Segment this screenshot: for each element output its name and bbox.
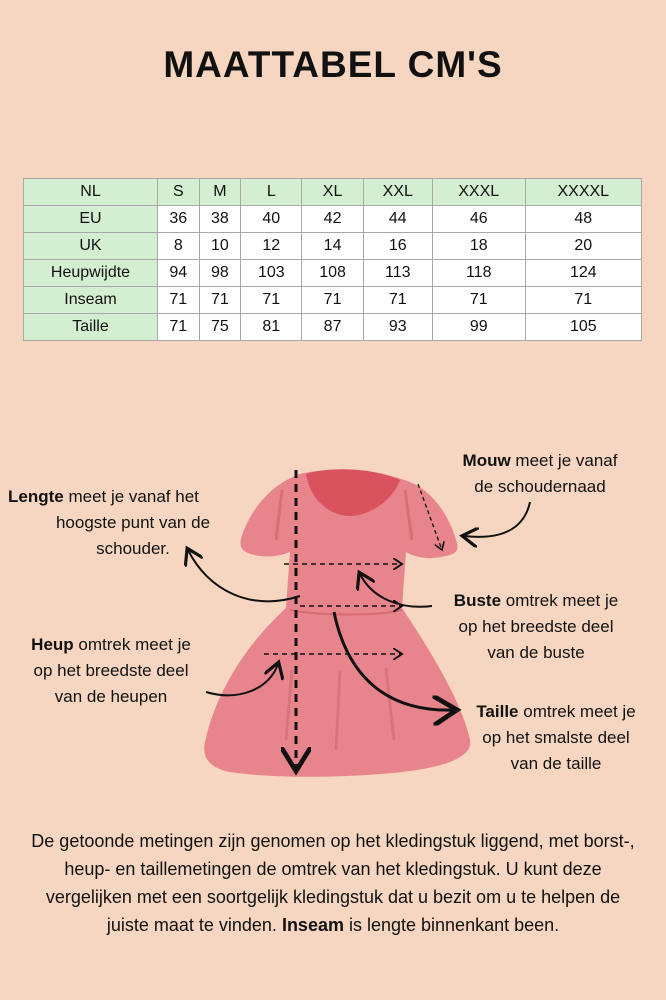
table-cell: 93 bbox=[363, 314, 432, 341]
table-cell: 46 bbox=[432, 206, 525, 233]
size-table bbox=[23, 178, 642, 341]
note-buste: Buste omtrek meet je op het breedste deel van de buste bbox=[453, 591, 619, 662]
table-cell: 71 bbox=[199, 287, 241, 314]
table-cell: 98 bbox=[199, 260, 241, 287]
table-cell: 36 bbox=[158, 206, 200, 233]
table-cell: 12 bbox=[241, 233, 302, 260]
table-cell: 113 bbox=[363, 260, 432, 287]
table-cell: 71 bbox=[158, 314, 200, 341]
table-row-label: EU bbox=[24, 206, 158, 233]
table-cell: 75 bbox=[199, 314, 241, 341]
note-lengte: Lengte meet je vanaf het hoogste punt van de schouder. bbox=[8, 487, 211, 558]
table-cell: 10 bbox=[199, 233, 241, 260]
table-row-label: Heupwijdte bbox=[24, 260, 158, 287]
table-row-label: UK bbox=[24, 233, 158, 260]
table-cell: 8 bbox=[158, 233, 200, 260]
table-row bbox=[24, 287, 642, 314]
table-cell: 20 bbox=[525, 233, 641, 260]
note-heup: Heup omtrek meet je op het breedste deel van de heupen bbox=[31, 635, 191, 706]
table-cell: 71 bbox=[363, 287, 432, 314]
table-cell: 71 bbox=[302, 287, 363, 314]
page-title: MAATTABEL CM'S bbox=[163, 44, 503, 85]
note-mouw: Mouw meet je vanaf de schoudernaad bbox=[462, 451, 618, 496]
table-cell: 38 bbox=[199, 206, 241, 233]
footer-text: De getoonde metingen zijn genomen op het kledingstuk liggend, met borst-, heup- en taillemetingen de omtrek van het kledingstuk. U kunt deze vergelijken met een soortgelijk kledingstuk dat u bezit om u te helpen de juiste maat te vinden. Inseam is lengte binnenkant been. bbox=[31, 831, 635, 935]
table-cell: 40 bbox=[241, 206, 302, 233]
table-cell: 71 bbox=[432, 287, 525, 314]
table-cell: 14 bbox=[302, 233, 363, 260]
table-header-cell: S bbox=[158, 179, 200, 206]
table-header-cell: L bbox=[241, 179, 302, 206]
table-row bbox=[24, 233, 642, 260]
note-taille: Taille omtrek meet je op het smalste deel van de taille bbox=[476, 702, 636, 773]
table-cell: 81 bbox=[241, 314, 302, 341]
table-row bbox=[24, 260, 642, 287]
table-cell: 42 bbox=[302, 206, 363, 233]
table-cell: 94 bbox=[158, 260, 200, 287]
table-cell: 48 bbox=[525, 206, 641, 233]
table-header-cell: NL bbox=[24, 179, 158, 206]
table-cell: 71 bbox=[241, 287, 302, 314]
table-header-row bbox=[24, 179, 642, 206]
table-header-cell: XXXL bbox=[432, 179, 525, 206]
table-cell: 71 bbox=[158, 287, 200, 314]
table-cell: 87 bbox=[302, 314, 363, 341]
table-cell: 103 bbox=[241, 260, 302, 287]
table-cell: 118 bbox=[432, 260, 525, 287]
table-header-cell: XL bbox=[302, 179, 363, 206]
table-cell: 108 bbox=[302, 260, 363, 287]
table-cell: 99 bbox=[432, 314, 525, 341]
table-row-label: Taille bbox=[24, 314, 158, 341]
table-row-label: Inseam bbox=[24, 287, 158, 314]
table-cell: 16 bbox=[363, 233, 432, 260]
table-cell: 18 bbox=[432, 233, 525, 260]
table-header-cell: XXL bbox=[363, 179, 432, 206]
table-cell: 105 bbox=[525, 314, 641, 341]
table-cell: 71 bbox=[525, 287, 641, 314]
table-cell: 124 bbox=[525, 260, 641, 287]
table-row bbox=[24, 206, 642, 233]
table-header-cell: M bbox=[199, 179, 241, 206]
table-header-cell: XXXXL bbox=[525, 179, 641, 206]
table-row bbox=[24, 314, 642, 341]
table-cell: 44 bbox=[363, 206, 432, 233]
